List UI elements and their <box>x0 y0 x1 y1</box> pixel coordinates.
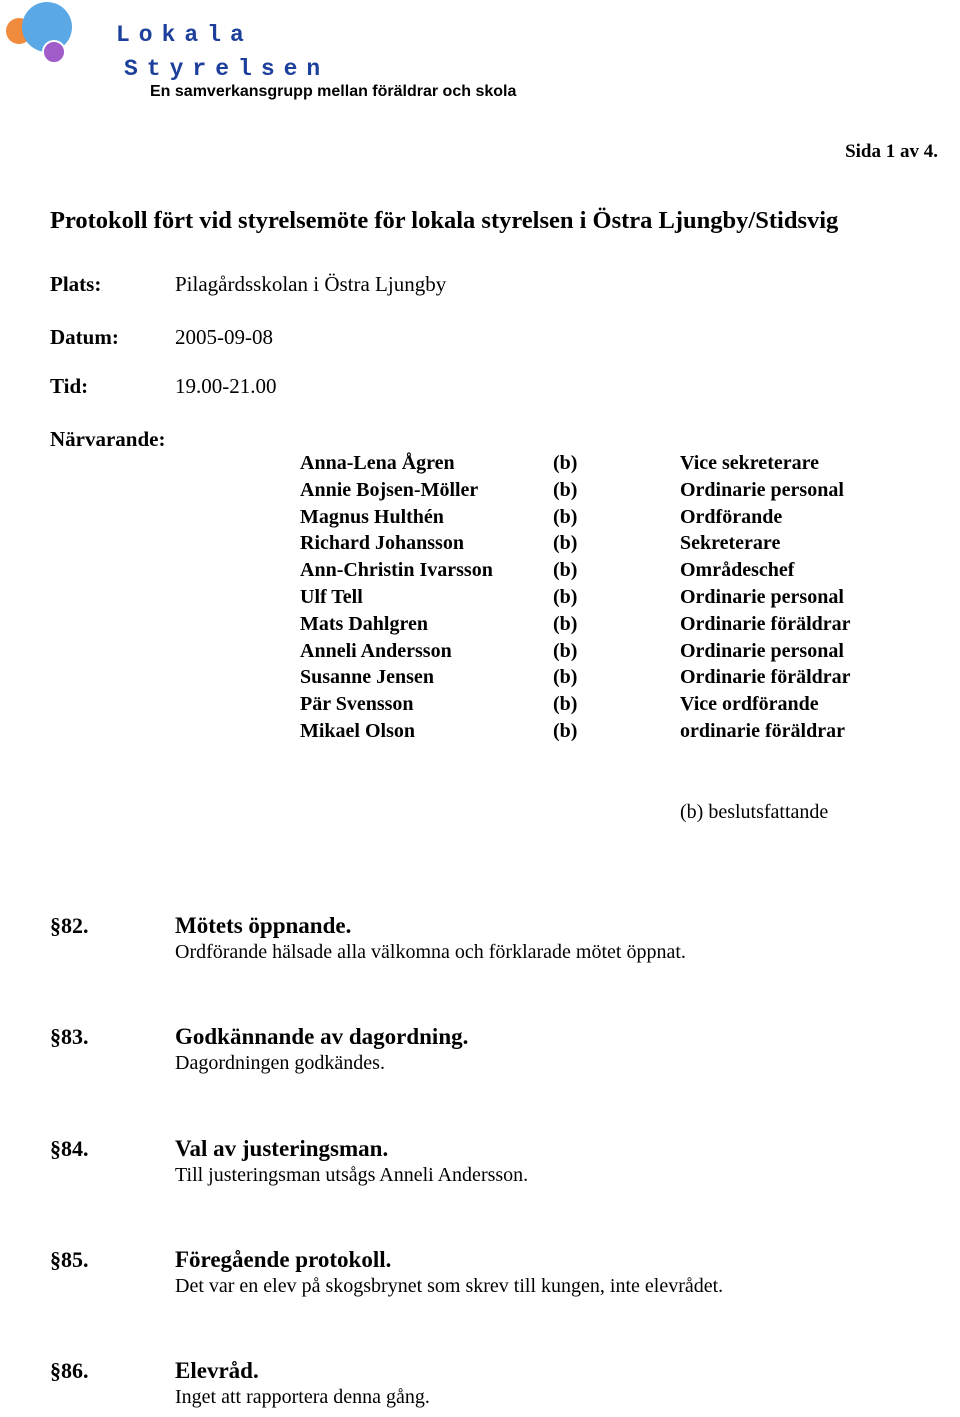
attendee-flag: (b) <box>553 719 578 742</box>
attendee-role: Ordinarie föräldrar <box>680 612 851 635</box>
attendee-flag: (b) <box>553 559 578 582</box>
attendee-flag: (b) <box>553 639 578 662</box>
brand-line-1: Lokala <box>116 22 253 48</box>
section-heading: Elevråd. <box>175 1358 259 1383</box>
section-number: §85. <box>50 1247 89 1272</box>
section-number: §86. <box>50 1358 89 1383</box>
time-label: Tid: <box>50 374 89 398</box>
attendee-role: Ordinarie personal <box>680 478 844 501</box>
attendee-row <box>300 479 940 506</box>
attendance-list <box>300 452 940 747</box>
section-body: Ordförande hälsade alla välkomna och förklarade mötet öppnat. <box>175 941 686 963</box>
attendee-name: Annie Bojsen-Möller <box>300 478 479 501</box>
attendee-name: Anneli Andersson <box>300 639 452 662</box>
attendee-flag: (b) <box>553 585 578 608</box>
attendee-name: Anna-Lena Ågren <box>300 452 455 474</box>
section-number: §84. <box>50 1136 89 1161</box>
attendee-role: Ordförande <box>680 505 783 528</box>
brand-subtitle: En samverkansgrupp mellan föräldrar och skola <box>150 83 517 100</box>
section-heading: Val av justeringsman. <box>175 1136 389 1161</box>
attendee-role: Sekreterare <box>680 532 781 555</box>
attendee-name: Mats Dahlgren <box>300 612 428 635</box>
section-body: Dagordningen godkändes. <box>175 1052 385 1074</box>
document-title: Protokoll fört vid styrelsemöte för lokala styrelsen i Östra Ljungby/Stidsvig <box>50 207 839 234</box>
section-heading: Föregående protokoll. <box>175 1247 392 1272</box>
attendee-row <box>300 586 940 613</box>
attendee-flag: (b) <box>553 505 578 528</box>
attendee-role: Ordinarie föräldrar <box>680 666 851 689</box>
attendee-flag: (b) <box>553 612 578 635</box>
section-heading: Mötets öppnande. <box>175 913 352 938</box>
attendee-row <box>300 452 940 479</box>
date-label: Datum: <box>50 325 119 349</box>
attendance-legend: (b) beslutsfattande <box>680 801 829 823</box>
attendee-flag: (b) <box>553 478 578 501</box>
attendee-flag: (b) <box>553 532 578 555</box>
attendee-name: Ulf Tell <box>300 585 363 608</box>
section-number: §83. <box>50 1024 89 1049</box>
section-body: Till justeringsman utsågs Anneli Andersson. <box>175 1164 529 1186</box>
attendee-flag: (b) <box>553 666 578 689</box>
attendee-role: ordinarie föräldrar <box>680 719 845 742</box>
attendee-row <box>300 640 940 667</box>
page-number: Sida 1 av 4. <box>845 141 938 162</box>
place-value: Pilagårdsskolan i Östra Ljungby <box>175 272 447 296</box>
section-heading: Godkännande av dagordning. <box>175 1024 469 1049</box>
logo-circle-purple <box>42 40 66 64</box>
attendee-role: Vice ordförande <box>680 693 819 716</box>
section-body: Det var en elev på skogsbrynet som skrev till kungen, inte elevrådet. <box>175 1275 724 1297</box>
section-body: Inget att rapportera denna gång. <box>175 1386 430 1408</box>
attendee-row <box>300 613 940 640</box>
attendee-name: Mikael Olson <box>300 719 416 742</box>
time-value: 19.00-21.00 <box>175 374 277 398</box>
place-label: Plats: <box>50 272 102 296</box>
attendee-flag: (b) <box>553 693 578 716</box>
attendee-role: Områdeschef <box>680 559 795 582</box>
attendance-label: Närvarande: <box>50 427 166 451</box>
logo <box>4 2 84 66</box>
attendee-name: Susanne Jensen <box>300 666 434 689</box>
attendee-row <box>300 506 940 533</box>
attendee-role: Ordinarie personal <box>680 585 844 608</box>
attendee-row <box>300 559 940 586</box>
brand-line-2: Styrelsen <box>124 56 330 82</box>
attendee-row <box>300 693 940 720</box>
attendee-name: Pär Svensson <box>300 693 414 716</box>
date-value: 2005-09-08 <box>175 325 273 349</box>
attendee-flag: (b) <box>553 452 578 474</box>
attendee-row <box>300 720 940 747</box>
attendee-row <box>300 666 940 693</box>
section-number: §82. <box>50 913 89 938</box>
attendee-role: Ordinarie personal <box>680 639 844 662</box>
attendee-role: Vice sekreterare <box>680 452 819 474</box>
attendee-name: Magnus Hulthén <box>300 505 444 528</box>
attendee-name: Richard Johansson <box>300 532 464 555</box>
attendee-row <box>300 532 940 559</box>
attendee-name: Ann-Christin Ivarsson <box>300 559 493 582</box>
